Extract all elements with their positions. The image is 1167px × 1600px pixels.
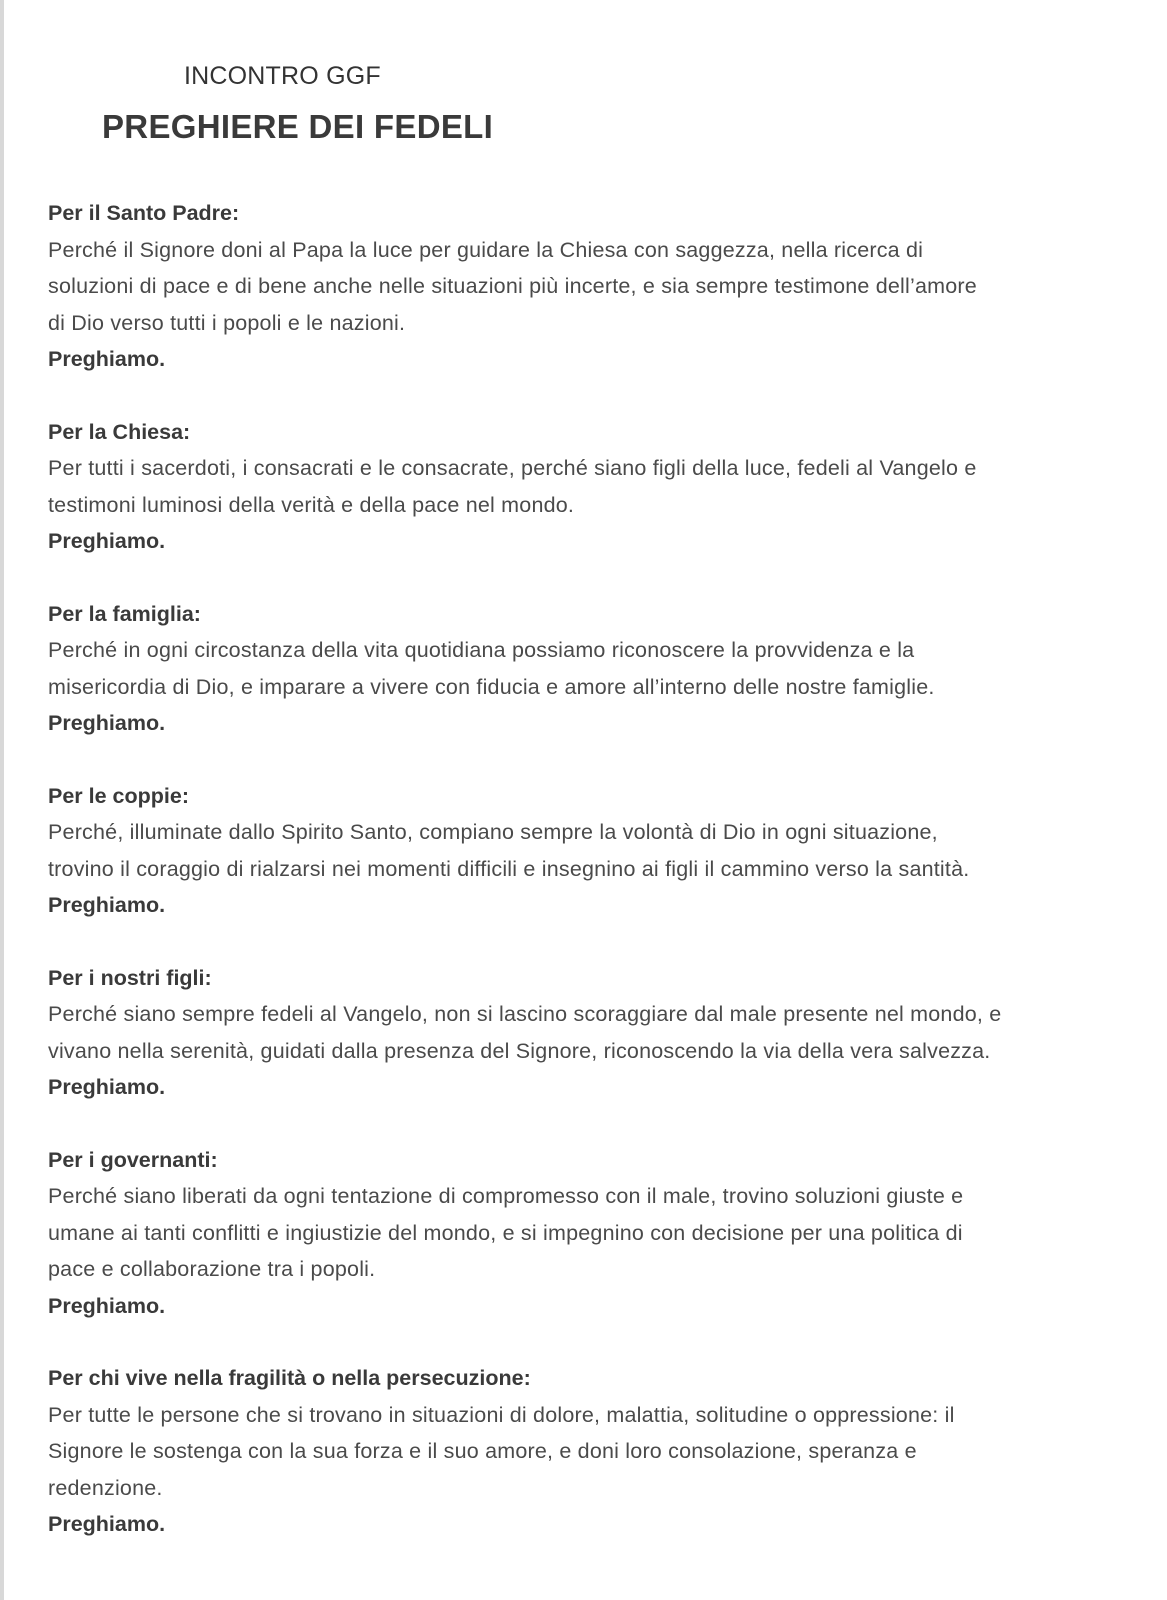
section-response: Preghiamo. bbox=[48, 893, 166, 917]
section-response: Preghiamo. bbox=[48, 347, 166, 371]
body-line: di Dio verso tutti i popoli e le nazioni. bbox=[48, 310, 406, 335]
section-heading: Per la Chiesa: bbox=[48, 419, 191, 444]
prayer-section bbox=[48, 414, 1148, 560]
prayer-section bbox=[48, 778, 1148, 924]
section-heading: Per la famiglia: bbox=[48, 601, 201, 626]
section-body bbox=[48, 814, 1148, 887]
document-title: PREGHIERE DEI FEDELI bbox=[102, 108, 494, 145]
body-line: redenzione. bbox=[48, 1475, 163, 1500]
body-line: Per tutti i sacerdoti, i consacrati e le consacrate, perché siano figli della luce, fedeli al Vangelo e bbox=[48, 456, 977, 480]
body-line: Per tutte le persone che si trovano in situazioni di dolore, malattia, solitudine o oppressione: il bbox=[48, 1402, 955, 1427]
section-heading: Per i governanti: bbox=[48, 1147, 218, 1172]
section-heading: Per i nostri figli: bbox=[48, 965, 212, 990]
body-line: umane ai tanti conflitti e ingiustizie del mondo, e si impegnino con decisione per una politica di bbox=[48, 1220, 963, 1245]
section-body bbox=[48, 1397, 1148, 1507]
section-response: Preghiamo. bbox=[48, 1512, 166, 1536]
body-line: testimoni luminosi della verità e della pace nel mondo. bbox=[48, 492, 575, 517]
body-line: pace e collaborazione tra i popoli. bbox=[48, 1257, 376, 1281]
section-response: Preghiamo. bbox=[48, 1075, 166, 1099]
body-line: Perché siano liberati da ogni tentazione di compromesso con il male, trovino soluzioni giuste e bbox=[48, 1184, 964, 1208]
section-heading: Per il Santo Padre: bbox=[48, 201, 240, 225]
section-body bbox=[48, 996, 1148, 1069]
section-body bbox=[48, 1178, 1148, 1288]
body-line: Perché siano sempre fedeli al Vangelo, non si lascino scoraggiare dal male presente nel mondo, e bbox=[48, 1002, 1002, 1026]
prayer-section bbox=[48, 960, 1148, 1106]
prayer-section bbox=[48, 1142, 1148, 1325]
body-line: vivano nella serenità, guidati dalla presenza del Signore, riconoscendo la via della vera salvezza. bbox=[48, 1038, 991, 1063]
prayer-section bbox=[48, 596, 1148, 742]
body-line: trovino il coraggio di rialzarsi nei momenti difficili e insegnino ai figli il cammino verso la santità. bbox=[48, 856, 970, 881]
prayer-section bbox=[48, 1360, 1148, 1543]
section-response: Preghiamo. bbox=[48, 711, 166, 735]
body-line: soluzioni di pace e di bene anche nelle situazioni più incerte, e sia sempre testimone dell’amore bbox=[48, 274, 977, 298]
body-line: Signore le sostenga con la sua forza e il suo amore, e doni loro consolazione, speranza e bbox=[48, 1439, 917, 1463]
page-edge bbox=[0, 0, 4, 1600]
body-line: Perché in ogni circostanza della vita quotidiana possiamo riconoscere la provvidenza e la bbox=[48, 638, 915, 662]
section-body bbox=[48, 450, 1148, 523]
prayer-sections bbox=[48, 195, 1148, 1579]
body-line: Perché, illuminate dallo Spirito Santo, compiano sempre la volontà di Dio in ogni situazione, bbox=[48, 820, 938, 844]
section-body bbox=[48, 232, 1148, 342]
document-subtitle: INCONTRO GGF bbox=[184, 62, 381, 90]
section-body bbox=[48, 632, 1148, 705]
section-response: Preghiamo. bbox=[48, 529, 166, 553]
section-heading: Per chi vive nella fragilità o nella persecuzione: bbox=[48, 1366, 531, 1390]
section-heading: Per le coppie: bbox=[48, 783, 189, 808]
body-line: misericordia di Dio, e imparare a vivere con fiducia e amore all’interno delle nostre famiglie. bbox=[48, 674, 935, 699]
prayer-section bbox=[48, 195, 1148, 378]
body-line: Perché il Signore doni al Papa la luce per guidare la Chiesa con saggezza, nella ricerca di bbox=[48, 237, 924, 262]
section-response: Preghiamo. bbox=[48, 1293, 166, 1318]
